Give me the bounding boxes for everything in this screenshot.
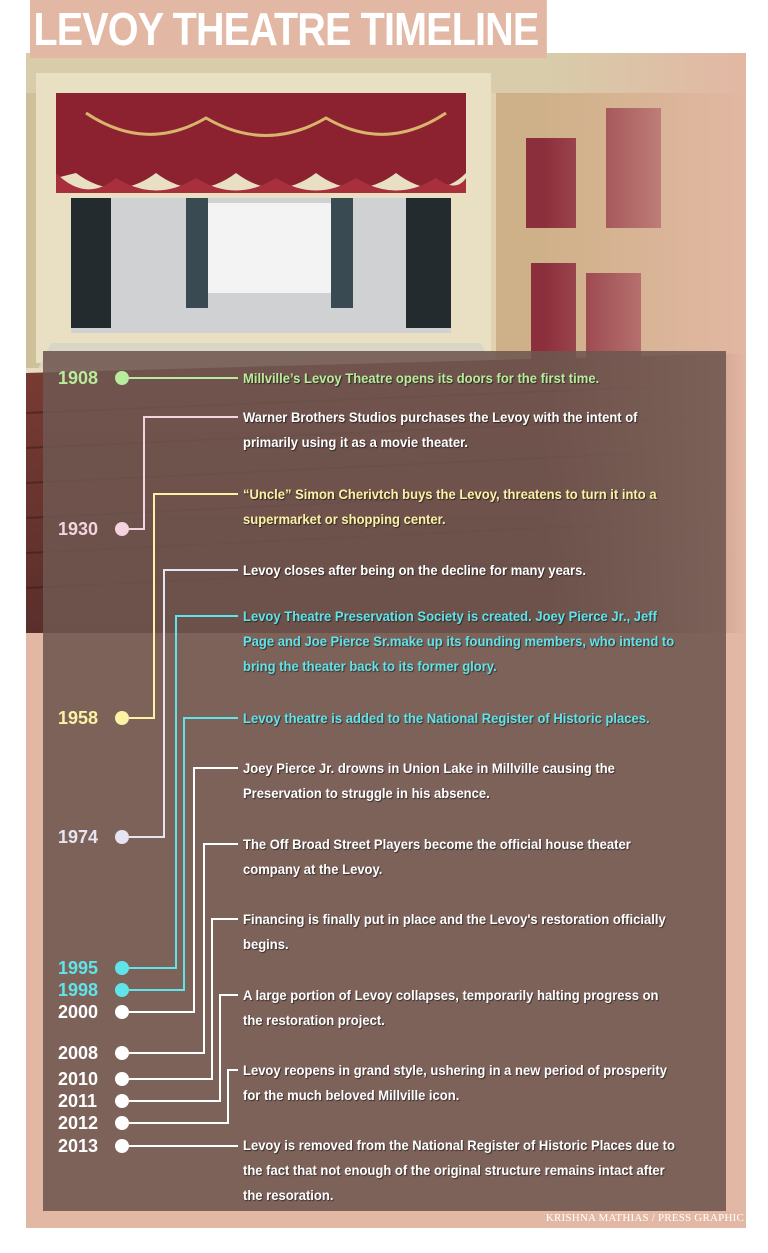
event-text-4: Levoy Theatre Preservation Society is created. Joey Pierce Jr., Jeff Page and Joe Pierce Sr.make up its founding members, who intend to bring the theater back to its former glory. xyxy=(243,608,675,674)
infographic-title: LEVOY THEATRE TIMELINE xyxy=(30,0,547,58)
year-label-9: 2011 xyxy=(58,1091,98,1111)
year-label-11: 2013 xyxy=(58,1136,99,1156)
event-text-3: Levoy closes after being on the decline for many years. xyxy=(243,562,586,578)
event-text-9: A large portion of Levoy collapses, temporarily halting progress on the restoration project. xyxy=(243,987,659,1028)
event-text-11: Levoy is removed from the National Register of Historic Places due to the fact that not enough of the original structure remains intact after the resoration. xyxy=(243,1137,675,1203)
year-label-6: 2000 xyxy=(58,1002,99,1022)
year-label-10: 2012 xyxy=(58,1113,99,1133)
event-text-2: “Uncle” Simon Cherivtch buys the Levoy, threatens to turn it into a supermarket or shopping center. xyxy=(243,486,657,527)
year-label-0: 1908 xyxy=(58,368,99,388)
event-text-8: Financing is finally put in place and the Levoy's restoration officially begins. xyxy=(243,911,666,952)
photo-credit: KRISHNA MATHIAS / PRESS GRAPHIC xyxy=(545,1212,744,1224)
year-label-1: 1930 xyxy=(58,519,99,539)
year-label-5: 1998 xyxy=(58,980,99,1000)
event-text-7: The Off Broad Street Players become the official house theater company at the Levoy. xyxy=(243,836,631,877)
year-label-4: 1995 xyxy=(58,958,99,978)
year-label-7: 2008 xyxy=(58,1043,99,1063)
year-label-3: 1974 xyxy=(58,827,99,847)
event-text-5: Levoy theatre is added to the National Register of Historic places. xyxy=(243,710,650,726)
event-text-0: Millville’s Levoy Theatre opens its doors for the first time. xyxy=(243,370,600,386)
year-label-8: 2010 xyxy=(58,1069,99,1089)
event-text-10: Levoy reopens in grand style, ushering in a new period of prosperity for the much beloved Millville icon. xyxy=(243,1062,667,1103)
year-label-2: 1958 xyxy=(58,708,99,728)
event-text-1: Warner Brothers Studios purchases the Levoy with the intent of primarily using it as a movie theater. xyxy=(243,409,638,450)
event-text-6: Joey Pierce Jr. drowns in Union Lake in Millville causing the Preservation to struggle in his absence. xyxy=(243,760,615,801)
